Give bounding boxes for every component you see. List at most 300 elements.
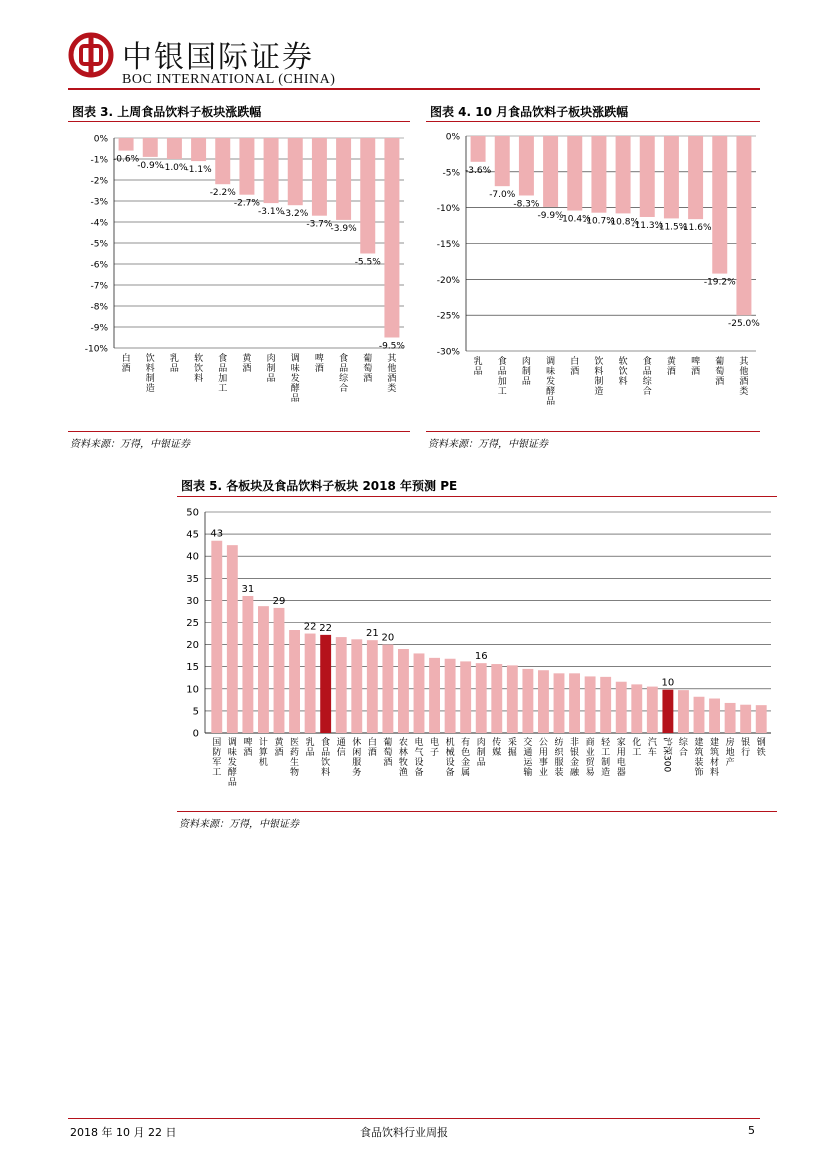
bar bbox=[491, 664, 502, 733]
svg-text:掘: 掘 bbox=[507, 748, 517, 758]
y-tick-label: -20% bbox=[436, 275, 460, 286]
svg-text:牧: 牧 bbox=[398, 758, 408, 768]
svg-text:色: 色 bbox=[461, 748, 471, 758]
y-tick-label: -5% bbox=[442, 168, 460, 179]
footer-page-number: 5 bbox=[748, 1124, 755, 1137]
svg-text:地: 地 bbox=[725, 748, 735, 758]
data-label: -3.2% bbox=[282, 209, 309, 220]
svg-text:肉: 肉 bbox=[266, 354, 276, 364]
svg-text:黄: 黄 bbox=[242, 354, 252, 364]
svg-text:饮: 饮 bbox=[618, 367, 628, 377]
svg-text:酒: 酒 bbox=[363, 374, 373, 384]
svg-text:酒: 酒 bbox=[314, 364, 324, 374]
svg-text:其: 其 bbox=[387, 354, 397, 364]
data-label: -2.7% bbox=[233, 198, 260, 209]
bar bbox=[694, 697, 705, 733]
category-label bbox=[368, 736, 377, 758]
bar bbox=[305, 634, 316, 733]
bar bbox=[191, 138, 206, 161]
svg-text:化: 化 bbox=[632, 738, 642, 748]
category-label bbox=[632, 736, 641, 758]
brand-name-en: BOC INTERNATIONAL (CHINA) bbox=[122, 72, 336, 87]
figure3-title: 图表 3. 上周食品饮料子板块涨跌幅 bbox=[72, 105, 262, 119]
data-label: -19.2% bbox=[703, 277, 736, 288]
svg-text:综: 综 bbox=[339, 374, 349, 384]
svg-text:机: 机 bbox=[258, 758, 268, 768]
bar bbox=[227, 545, 238, 733]
y-tick-label: 45 bbox=[186, 529, 199, 541]
category-label bbox=[554, 736, 564, 778]
svg-text:品: 品 bbox=[321, 748, 331, 758]
svg-text:制: 制 bbox=[266, 364, 276, 374]
svg-text:酒: 酒 bbox=[121, 364, 131, 374]
svg-text:酒: 酒 bbox=[387, 374, 397, 384]
data-label: 29 bbox=[272, 595, 286, 607]
svg-text:电: 电 bbox=[430, 738, 440, 748]
svg-text:国: 国 bbox=[212, 738, 222, 748]
svg-text:制: 制 bbox=[476, 748, 486, 758]
svg-text:乳: 乳 bbox=[305, 738, 315, 748]
bar bbox=[712, 136, 727, 274]
data-label: -2.2% bbox=[209, 188, 236, 199]
category-label bbox=[267, 353, 276, 384]
data-label: -10.4% bbox=[558, 214, 591, 225]
bar bbox=[688, 136, 703, 219]
y-tick-label: -2% bbox=[90, 176, 108, 187]
data-label: -11.3% bbox=[631, 220, 664, 231]
svg-text:萄: 萄 bbox=[715, 367, 725, 377]
y-tick-label: -15% bbox=[436, 240, 460, 250]
data-label: -3.6% bbox=[465, 165, 492, 176]
bar bbox=[664, 136, 679, 218]
svg-text:备: 备 bbox=[414, 768, 424, 778]
y-tick-label: 0% bbox=[445, 132, 460, 143]
bar bbox=[119, 138, 134, 151]
svg-text:啤: 啤 bbox=[243, 738, 253, 748]
bar bbox=[554, 673, 565, 733]
svg-text:酒: 酒 bbox=[739, 377, 749, 387]
bar bbox=[320, 635, 331, 733]
svg-text:制: 制 bbox=[601, 758, 611, 768]
figure3-source: 资料来源：万得，中银证券 bbox=[70, 439, 190, 450]
y-tick-label: 50 bbox=[186, 507, 199, 519]
svg-text:纺: 纺 bbox=[554, 738, 564, 748]
svg-text:通: 通 bbox=[523, 748, 533, 758]
brand-logo-icon bbox=[68, 32, 114, 78]
category-label bbox=[757, 736, 766, 758]
bar bbox=[725, 703, 736, 733]
svg-text:类: 类 bbox=[387, 384, 397, 394]
category-label bbox=[619, 355, 628, 387]
figure5-title: 图表 5. 各板块及食品饮料子板块 2018 年预测 PE bbox=[181, 479, 458, 493]
svg-text:品: 品 bbox=[218, 364, 228, 374]
category-label bbox=[170, 352, 179, 374]
category-label bbox=[430, 736, 439, 758]
svg-text:食: 食 bbox=[218, 354, 228, 364]
bar bbox=[678, 690, 689, 733]
svg-text:品: 品 bbox=[290, 394, 300, 404]
bar bbox=[567, 136, 582, 211]
svg-text:合: 合 bbox=[642, 387, 652, 397]
bar bbox=[211, 541, 222, 733]
figure5-source: 资料来源：万得，中银证券 bbox=[179, 819, 299, 830]
svg-text:酒: 酒 bbox=[383, 758, 393, 768]
svg-text:萄: 萄 bbox=[363, 364, 373, 374]
bar bbox=[543, 136, 558, 207]
figure4-chart bbox=[426, 122, 760, 428]
svg-text:设: 设 bbox=[414, 758, 424, 768]
svg-text:建: 建 bbox=[694, 738, 704, 748]
svg-text:饮: 饮 bbox=[145, 354, 155, 364]
bar bbox=[398, 649, 409, 733]
footer-date: 2018 年 10 月 22 日 bbox=[70, 1126, 177, 1139]
category-label bbox=[414, 736, 423, 778]
svg-text:葡: 葡 bbox=[715, 357, 725, 367]
data-label: -5.5% bbox=[354, 257, 381, 268]
svg-text:电: 电 bbox=[616, 758, 626, 768]
svg-text:酵: 酵 bbox=[227, 768, 237, 778]
svg-text:商: 商 bbox=[585, 738, 595, 748]
svg-text:他: 他 bbox=[739, 367, 749, 377]
svg-text:饮: 饮 bbox=[194, 364, 204, 374]
svg-text:信: 信 bbox=[336, 748, 346, 758]
bar bbox=[631, 684, 642, 733]
svg-text:加: 加 bbox=[218, 374, 228, 384]
y-tick-label: -7% bbox=[90, 281, 108, 292]
svg-text:公: 公 bbox=[538, 738, 548, 748]
svg-text:汽: 汽 bbox=[647, 738, 657, 748]
svg-text:药: 药 bbox=[290, 748, 300, 758]
svg-text:饮: 饮 bbox=[321, 758, 331, 768]
svg-text:制: 制 bbox=[594, 377, 604, 387]
bar bbox=[288, 138, 303, 205]
svg-text:萄: 萄 bbox=[383, 748, 393, 758]
svg-text:造: 造 bbox=[594, 387, 604, 397]
svg-text:金: 金 bbox=[461, 758, 471, 768]
bar bbox=[312, 138, 327, 216]
svg-text:用: 用 bbox=[538, 748, 548, 758]
svg-text:酒: 酒 bbox=[367, 748, 377, 758]
y-tick-label: 15 bbox=[186, 662, 199, 674]
svg-text:农: 农 bbox=[398, 738, 408, 748]
category-label bbox=[337, 737, 346, 758]
svg-text:味: 味 bbox=[290, 364, 300, 374]
bar bbox=[495, 136, 510, 186]
svg-text:类: 类 bbox=[739, 387, 749, 397]
svg-text:造: 造 bbox=[601, 768, 611, 778]
bar bbox=[616, 682, 627, 733]
svg-text:发: 发 bbox=[546, 377, 556, 387]
bar bbox=[591, 136, 606, 213]
category-label bbox=[243, 736, 252, 758]
svg-text:调: 调 bbox=[546, 357, 556, 367]
svg-text:钢: 钢 bbox=[756, 738, 766, 748]
data-label: 22 bbox=[319, 622, 333, 634]
svg-text:媒: 媒 bbox=[492, 748, 502, 758]
svg-text:他: 他 bbox=[387, 364, 397, 374]
svg-text:工: 工 bbox=[601, 748, 611, 758]
svg-text:葡: 葡 bbox=[363, 354, 373, 364]
category-label bbox=[643, 355, 653, 397]
bar bbox=[519, 136, 534, 195]
data-label: -8.3% bbox=[513, 199, 540, 210]
bar bbox=[289, 630, 300, 733]
bar bbox=[360, 138, 375, 254]
svg-text:料: 料 bbox=[618, 377, 628, 387]
svg-text:综: 综 bbox=[642, 377, 652, 387]
bar bbox=[143, 138, 158, 157]
svg-text:电: 电 bbox=[414, 738, 424, 748]
bar bbox=[662, 690, 673, 733]
data-label: -1.1% bbox=[185, 165, 212, 176]
svg-text:合: 合 bbox=[339, 384, 349, 394]
category-label bbox=[399, 736, 408, 778]
svg-text:饰: 饰 bbox=[694, 768, 704, 778]
svg-text:其: 其 bbox=[739, 357, 749, 367]
data-label: -11.6% bbox=[679, 223, 712, 234]
svg-text:调: 调 bbox=[290, 354, 300, 364]
svg-text:工: 工 bbox=[218, 384, 228, 394]
category-label: 沪深300 bbox=[661, 737, 672, 773]
svg-text:料: 料 bbox=[321, 768, 331, 778]
category-label bbox=[315, 352, 324, 374]
svg-text:品: 品 bbox=[266, 374, 276, 384]
bar bbox=[336, 138, 351, 220]
svg-text:机: 机 bbox=[445, 738, 455, 748]
svg-text:易: 易 bbox=[585, 768, 595, 778]
svg-text:工: 工 bbox=[212, 768, 222, 778]
category-label bbox=[146, 352, 155, 394]
svg-text:用: 用 bbox=[616, 748, 626, 758]
svg-text:乳: 乳 bbox=[169, 354, 179, 364]
svg-text:品: 品 bbox=[305, 748, 315, 758]
svg-text:事: 事 bbox=[538, 758, 548, 768]
y-tick-label: -10% bbox=[84, 344, 108, 355]
svg-text:家: 家 bbox=[616, 738, 626, 748]
category-label bbox=[710, 736, 719, 778]
svg-text:械: 械 bbox=[445, 748, 455, 758]
svg-text:属: 属 bbox=[461, 768, 471, 778]
data-label: -10.8% bbox=[607, 217, 640, 228]
svg-text:行: 行 bbox=[741, 748, 751, 758]
svg-text:发: 发 bbox=[227, 758, 237, 768]
bar bbox=[384, 138, 399, 338]
svg-text:军: 军 bbox=[212, 758, 222, 768]
bar bbox=[429, 658, 440, 733]
svg-text:设: 设 bbox=[445, 758, 455, 768]
svg-text:酒: 酒 bbox=[715, 377, 725, 387]
svg-text:黄: 黄 bbox=[666, 357, 676, 367]
bar bbox=[756, 705, 767, 733]
data-label: -9.5% bbox=[378, 341, 405, 352]
y-tick-label: -6% bbox=[90, 260, 108, 271]
footer-report-name: 食品饮料行业周报 bbox=[360, 1126, 448, 1139]
bar bbox=[538, 670, 549, 733]
svg-text:味: 味 bbox=[546, 367, 556, 377]
svg-text:品: 品 bbox=[521, 377, 531, 387]
svg-text:饮: 饮 bbox=[594, 357, 604, 367]
svg-text:白: 白 bbox=[121, 354, 131, 364]
svg-text:交: 交 bbox=[523, 738, 533, 748]
category-label bbox=[461, 736, 470, 778]
svg-text:酵: 酵 bbox=[546, 387, 556, 397]
svg-text:工: 工 bbox=[632, 748, 642, 758]
svg-text:织: 织 bbox=[554, 748, 564, 758]
svg-text:银: 银 bbox=[570, 748, 580, 758]
category-label bbox=[290, 737, 299, 778]
svg-text:发: 发 bbox=[290, 374, 300, 384]
svg-text:合: 合 bbox=[678, 748, 688, 758]
bar bbox=[258, 606, 269, 733]
svg-text:业: 业 bbox=[538, 768, 548, 778]
y-tick-label: -9% bbox=[90, 323, 108, 334]
svg-text:加: 加 bbox=[497, 377, 507, 387]
category-label bbox=[321, 736, 330, 778]
svg-text:医: 医 bbox=[290, 738, 300, 748]
category-label bbox=[477, 737, 486, 768]
y-tick-label: 25 bbox=[186, 618, 199, 629]
svg-text:软: 软 bbox=[618, 357, 628, 367]
svg-text:筑: 筑 bbox=[710, 748, 720, 758]
svg-text:酒: 酒 bbox=[666, 367, 676, 377]
svg-text:房: 房 bbox=[725, 738, 735, 748]
svg-text:食: 食 bbox=[321, 738, 331, 748]
data-label: -10.7% bbox=[582, 216, 615, 227]
svg-text:酒: 酒 bbox=[242, 364, 252, 374]
bar bbox=[585, 676, 596, 733]
data-label: 31 bbox=[241, 583, 255, 595]
category-label bbox=[212, 737, 221, 778]
figure5-chart bbox=[177, 497, 777, 808]
bar bbox=[600, 677, 611, 733]
category-label bbox=[522, 356, 531, 387]
svg-text:品: 品 bbox=[169, 364, 179, 374]
data-label: -3.9% bbox=[330, 223, 357, 234]
data-label: -11.5% bbox=[655, 222, 688, 233]
svg-text:制: 制 bbox=[145, 374, 155, 384]
bar bbox=[367, 640, 378, 733]
bar bbox=[445, 659, 456, 733]
category-label bbox=[306, 736, 315, 758]
header-rule bbox=[68, 88, 760, 90]
svg-text:工: 工 bbox=[497, 387, 507, 397]
y-tick-label: -3% bbox=[90, 197, 108, 208]
svg-text:装: 装 bbox=[694, 758, 704, 768]
svg-text:酒: 酒 bbox=[570, 367, 580, 377]
y-tick-label: -4% bbox=[90, 218, 108, 229]
svg-text:务: 务 bbox=[352, 768, 362, 778]
data-label: -1.0% bbox=[161, 163, 188, 173]
category-label bbox=[594, 355, 603, 397]
svg-text:酒: 酒 bbox=[691, 367, 701, 377]
category-label bbox=[122, 352, 131, 374]
svg-text:贸: 贸 bbox=[585, 758, 595, 768]
svg-text:传: 传 bbox=[492, 738, 502, 748]
bar bbox=[569, 673, 580, 733]
svg-text:气: 气 bbox=[414, 748, 424, 758]
brand-name-cn: 中银国际证券 bbox=[122, 40, 314, 75]
y-tick-label: -10% bbox=[436, 204, 460, 215]
svg-text:料: 料 bbox=[194, 374, 204, 384]
svg-text:材: 材 bbox=[710, 758, 720, 768]
category-label bbox=[667, 355, 677, 377]
category-label bbox=[679, 736, 689, 758]
bar bbox=[336, 637, 347, 733]
y-tick-label: 5 bbox=[192, 706, 199, 718]
bar bbox=[471, 136, 486, 162]
category-label bbox=[242, 352, 252, 374]
bar bbox=[351, 639, 362, 733]
category-label bbox=[274, 736, 284, 758]
category-label bbox=[352, 736, 361, 778]
data-label: 20 bbox=[381, 632, 395, 644]
svg-text:车: 车 bbox=[647, 748, 657, 758]
figure4-source: 资料来源：万得，中银证券 bbox=[428, 439, 548, 450]
footer-rule bbox=[68, 1118, 760, 1119]
svg-text:业: 业 bbox=[585, 748, 595, 758]
svg-text:产: 产 bbox=[725, 758, 735, 768]
svg-text:综: 综 bbox=[678, 738, 688, 748]
category-label bbox=[508, 736, 517, 758]
bar bbox=[264, 138, 279, 203]
figure4-title: 图表 4. 10 月食品饮料子板块涨跌幅 bbox=[430, 105, 629, 119]
y-tick-label: -8% bbox=[90, 302, 108, 313]
category-label bbox=[383, 736, 392, 768]
y-tick-label: 20 bbox=[186, 640, 199, 652]
data-label: -3.7% bbox=[306, 219, 333, 230]
svg-text:融: 融 bbox=[570, 768, 580, 778]
bar bbox=[414, 653, 425, 733]
bar bbox=[647, 687, 658, 733]
category-label bbox=[691, 355, 700, 377]
category-label bbox=[339, 352, 349, 394]
bar bbox=[507, 665, 518, 733]
bar bbox=[616, 136, 631, 213]
y-tick-label: 0% bbox=[93, 134, 108, 145]
bar bbox=[736, 136, 751, 315]
bar bbox=[274, 608, 285, 733]
svg-text:品: 品 bbox=[642, 367, 652, 377]
category-label bbox=[363, 352, 372, 384]
svg-text:肉: 肉 bbox=[476, 738, 486, 748]
svg-text:休: 休 bbox=[352, 738, 362, 748]
svg-text:酒: 酒 bbox=[274, 748, 284, 758]
category-label bbox=[387, 352, 397, 394]
svg-text:输: 输 bbox=[523, 768, 533, 778]
data-label: -7.0% bbox=[489, 190, 516, 201]
category-label bbox=[726, 736, 735, 768]
svg-text:备: 备 bbox=[445, 768, 455, 778]
bar bbox=[640, 136, 655, 217]
y-tick-label: 35 bbox=[186, 573, 199, 585]
category-label bbox=[648, 736, 657, 758]
category-label bbox=[617, 736, 626, 778]
svg-text:啤: 啤 bbox=[691, 357, 701, 367]
svg-text:防: 防 bbox=[212, 748, 222, 758]
svg-text:料: 料 bbox=[594, 367, 604, 377]
category-label bbox=[446, 736, 455, 778]
svg-text:有: 有 bbox=[461, 738, 471, 748]
svg-text:采: 采 bbox=[507, 738, 517, 748]
svg-text:算: 算 bbox=[258, 748, 268, 758]
category-label bbox=[586, 736, 596, 778]
figure3-chart bbox=[68, 122, 410, 428]
svg-text:计: 计 bbox=[258, 738, 268, 748]
bar bbox=[709, 699, 720, 733]
svg-text:子: 子 bbox=[430, 748, 440, 758]
bar bbox=[382, 645, 393, 733]
y-tick-label: -5% bbox=[90, 239, 108, 250]
